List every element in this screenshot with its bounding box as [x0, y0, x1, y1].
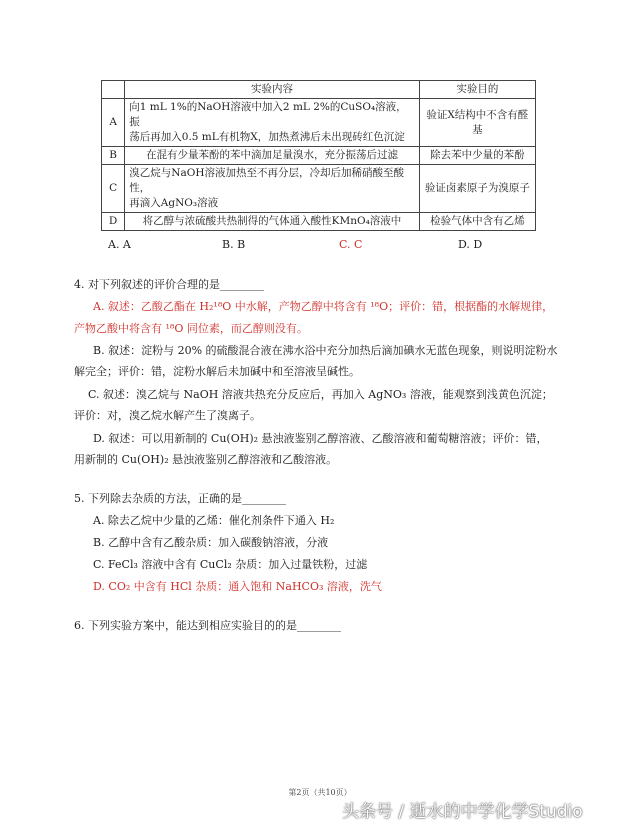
table-header-row — [102, 81, 536, 99]
experiment-table — [101, 80, 536, 231]
q4-option-b-line2: 解完全；评价：错，淀粉水解后未加碱中和至溶液呈碱性。 — [74, 365, 360, 378]
row-content: 将乙醇与浓硫酸共热制得的气体通入酸性KMnO₄溶液中 — [125, 213, 419, 231]
header-label — [102, 81, 125, 99]
row-content-line: 向1 mL 1%的NaOH溶液中加入2 mL 2%的CuSO₄溶液，振 — [129, 101, 407, 128]
option-b: B. B — [222, 238, 246, 251]
row-label: D — [102, 213, 125, 231]
q4-option-a-line1: A. 叙述：乙酸乙酯在 H₂¹⁸O 中水解，产物乙醇中将含有 ¹⁸O；评价：错，根据酯的水解规律， — [93, 300, 554, 313]
row-purpose: 验证X结构中不含有醛基 — [419, 99, 535, 147]
option-a: A. A — [108, 238, 131, 251]
q5-option-a: A. 除去乙烷中少量的乙烯：催化剂条件下通入 H₂ — [93, 514, 335, 527]
header-content: 实验内容 — [125, 81, 419, 99]
q6-stem: 6. 下列实验方案中，能达到相应实验目的的是________ — [74, 619, 341, 632]
watermark: 头条号 / 逝水的中学化学Studio — [342, 802, 583, 822]
row-content-line: 再滴入AgNO₃溶液 — [129, 197, 219, 209]
q4-option-a-line2: 产物乙酸中将含有 ¹⁸O 同位素，而乙醇则没有。 — [74, 322, 308, 335]
row-content-line: 溴乙烷与NaOH溶液加热至不再分层，冷却后加稀硝酸至酸性， — [129, 167, 404, 194]
row-purpose: 验证卤素原子为溴原子 — [419, 165, 535, 213]
table-row — [102, 147, 536, 165]
q5-option-b: B. 乙醇中含有乙酸杂质：加入碳酸钠溶液，分液 — [93, 536, 329, 549]
row-label: A — [102, 99, 125, 147]
row-content — [125, 99, 419, 147]
q4-option-d-line2: 用新制的 Cu(OH)₂ 悬浊液鉴别乙醇溶液和乙酸溶液。 — [74, 453, 338, 466]
row-label: B — [102, 147, 125, 165]
option-c: C. C — [339, 238, 363, 251]
row-label: C — [102, 165, 125, 213]
header-purpose: 实验目的 — [419, 81, 535, 99]
q4-option-c-line2: 评价：对，溴乙烷水解产生了溴离子。 — [74, 409, 261, 422]
row-content — [125, 165, 419, 213]
q4-option-b-line1: B. 叙述：淀粉与 20% 的硫酸混合液在沸水浴中充分加热后滴加碘水无蓝色现象，则说明淀粉水 — [93, 344, 558, 357]
q5-stem: 5. 下列除去杂质的方法，正确的是________ — [74, 492, 286, 505]
page-footer: 第2页（共10页） — [288, 788, 352, 797]
row-purpose: 检验气体中含有乙烯 — [419, 213, 535, 231]
option-d: D. D — [458, 238, 483, 251]
table-row — [102, 213, 536, 231]
table-row — [102, 165, 536, 213]
q4-option-d-line1: D. 叙述：可以用新制的 Cu(OH)₂ 悬浊液鉴别乙醇溶液、乙酸溶液和葡萄糖溶液；评价：错， — [93, 432, 548, 445]
row-purpose: 除去苯中少量的苯酚 — [419, 147, 535, 165]
row-content-line: 荡后再加入0.5 mL有机物X，加热煮沸后未出现砖红色沉淀 — [129, 131, 405, 143]
table-row — [102, 99, 536, 147]
q5-option-c: C. FeCl₃ 溶液中含有 CuCl₂ 杂质：加入过量铁粉，过滤 — [93, 558, 368, 571]
row-content: 在混有少量苯酚的苯中滴加足量溴水，充分振荡后过滤 — [125, 147, 419, 165]
q5-option-d: D. CO₂ 中含有 HCl 杂质：通入饱和 NaHCO₃ 溶液，洗气 — [93, 580, 382, 593]
q4-stem: 4. 对下列叙述的评价合理的是________ — [74, 278, 264, 291]
q4-option-c-line1: C. 叙述：溴乙烷与 NaOH 溶液共热充分反应后，再加入 AgNO₃ 溶液，能观察到浅黄色沉淀； — [88, 388, 553, 401]
